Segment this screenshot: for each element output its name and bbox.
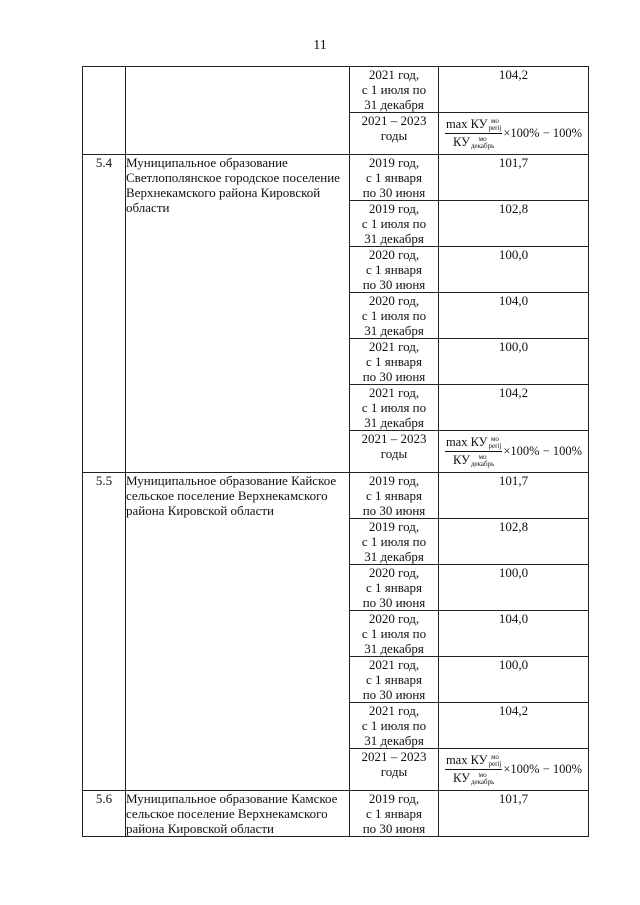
index-value: 100,0: [439, 657, 589, 703]
formula-denominator: [453, 134, 494, 150]
formula-den-sub: декабрь: [470, 460, 495, 469]
formula-tail: ×100% − 100%: [503, 762, 583, 777]
page-number: 11: [313, 38, 327, 53]
row-number: 5.4: [83, 155, 126, 473]
period-cell: [350, 67, 439, 113]
municipality-name: Муниципальное образование Светлополянское городское поселение Верхнекамского района Кировской области: [126, 155, 350, 473]
period-cell: [350, 113, 439, 155]
formula-den-text: КУ: [453, 771, 470, 786]
period-text: 2021 – 2023 годы: [361, 113, 427, 143]
formula-num-indices: [489, 754, 502, 768]
period-cell: [350, 565, 439, 611]
period-cell: [350, 703, 439, 749]
index-value: 102,8: [439, 201, 589, 247]
formula-fraction: [445, 753, 502, 786]
formula-fraction: [445, 117, 502, 150]
formula-num-sub: perij: [488, 124, 502, 133]
index-formula: [439, 749, 588, 786]
municipality-name: Муниципальное образование Кайское сельское поселение Верхнекамского района Кировской области: [126, 473, 350, 791]
period-cell: [350, 473, 439, 519]
period-text: 2019 год, с 1 января по 30 июня: [362, 791, 426, 836]
row-number: 5.5: [83, 473, 126, 791]
index-value: 104,0: [439, 611, 589, 657]
period-cell: [350, 247, 439, 293]
formula-den-sub: декабрь: [470, 142, 495, 151]
formula-numerator: [445, 117, 502, 134]
period-text: 2020 год, с 1 января по 30 июня: [362, 247, 426, 292]
table-row: [83, 791, 589, 837]
row-number: [83, 67, 126, 155]
formula-tail: ×100% − 100%: [503, 444, 583, 459]
period-text: 2019 год, с 1 июля по 31 декабря: [361, 201, 427, 246]
formula-den-sup: мо: [478, 135, 487, 144]
period-text: 2019 год, с 1 января по 30 июня: [362, 473, 426, 518]
index-value: 104,2: [439, 67, 589, 113]
formula-den-sub: декабрь: [470, 778, 495, 787]
formula-num-text: max КУ: [445, 435, 488, 449]
formula-num-text: max КУ: [445, 117, 488, 131]
index-value: 100,0: [439, 565, 589, 611]
index-value: 101,7: [439, 473, 589, 519]
index-value: 104,0: [439, 293, 589, 339]
period-cell: [350, 201, 439, 247]
period-cell: [350, 385, 439, 431]
index-value: 104,2: [439, 703, 589, 749]
index-value: 102,8: [439, 519, 589, 565]
formula-den-text: КУ: [453, 453, 470, 468]
index-formula: [439, 113, 588, 150]
period-text: 2021 год, с 1 июля по 31 декабря: [361, 67, 427, 112]
period-cell: [350, 749, 439, 791]
formula-den-indices: [471, 772, 494, 786]
formula-den-text: КУ: [453, 135, 470, 150]
row-number: 5.6: [83, 791, 126, 837]
formula-num-indices: [489, 436, 502, 450]
index-value: 101,7: [439, 155, 589, 201]
formula-den-sup: мо: [478, 771, 487, 780]
formula-numerator: [445, 753, 502, 770]
period-text: 2021 – 2023 годы: [361, 431, 427, 461]
formula-num-text: max КУ: [445, 753, 488, 767]
period-text: 2020 год, с 1 января по 30 июня: [362, 565, 426, 610]
period-cell: [350, 611, 439, 657]
formula-num-sub: perij: [488, 760, 502, 769]
formula-num-sup: мо: [490, 753, 499, 762]
index-value: 100,0: [439, 339, 589, 385]
index-value: 104,2: [439, 385, 589, 431]
formula-fraction: [445, 435, 502, 468]
period-cell: [350, 791, 439, 837]
period-text: 2021 год, с 1 июля по 31 декабря: [361, 385, 427, 430]
period-cell: [350, 155, 439, 201]
tariff-index-table: [82, 66, 589, 837]
formula-numerator: [445, 435, 502, 452]
index-formula: [439, 431, 588, 468]
index-value: 101,7: [439, 791, 589, 837]
formula-num-sup: мо: [490, 117, 499, 126]
period-cell: [350, 519, 439, 565]
formula-cell: [439, 749, 589, 791]
table-row: [83, 155, 589, 201]
period-text: 2021 год, с 1 января по 30 июня: [362, 339, 426, 384]
municipality-name: Муниципальное образование Камское сельское поселение Верхнекамского района Кировской области: [126, 791, 350, 837]
period-cell: [350, 293, 439, 339]
index-value: 100,0: [439, 247, 589, 293]
formula-num-sub: perij: [488, 442, 502, 451]
formula-cell: [439, 431, 589, 473]
formula-num-indices: [489, 118, 502, 132]
formula-denominator: [453, 770, 494, 786]
formula-den-indices: [471, 136, 494, 150]
municipality-name: [126, 67, 350, 155]
period-text: 2021 – 2023 годы: [361, 749, 427, 779]
formula-num-sup: мо: [490, 435, 499, 444]
period-text: 2019 год, с 1 января по 30 июня: [362, 155, 426, 200]
formula-den-sup: мо: [478, 453, 487, 462]
formula-denominator: [453, 452, 494, 468]
period-text: 2020 год, с 1 июля по 31 декабря: [361, 611, 427, 656]
table-row: [83, 67, 589, 113]
period-text: 2019 год, с 1 июля по 31 декабря: [361, 519, 427, 564]
period-text: 2021 год, с 1 июля по 31 декабря: [361, 703, 427, 748]
formula-cell: [439, 113, 589, 155]
table-row: [83, 473, 589, 519]
formula-den-indices: [471, 454, 494, 468]
period-cell: [350, 657, 439, 703]
period-text: 2021 год, с 1 января по 30 июня: [362, 657, 426, 702]
formula-tail: ×100% − 100%: [503, 126, 583, 141]
period-cell: [350, 339, 439, 385]
period-cell: [350, 431, 439, 473]
period-text: 2020 год, с 1 июля по 31 декабря: [361, 293, 427, 338]
